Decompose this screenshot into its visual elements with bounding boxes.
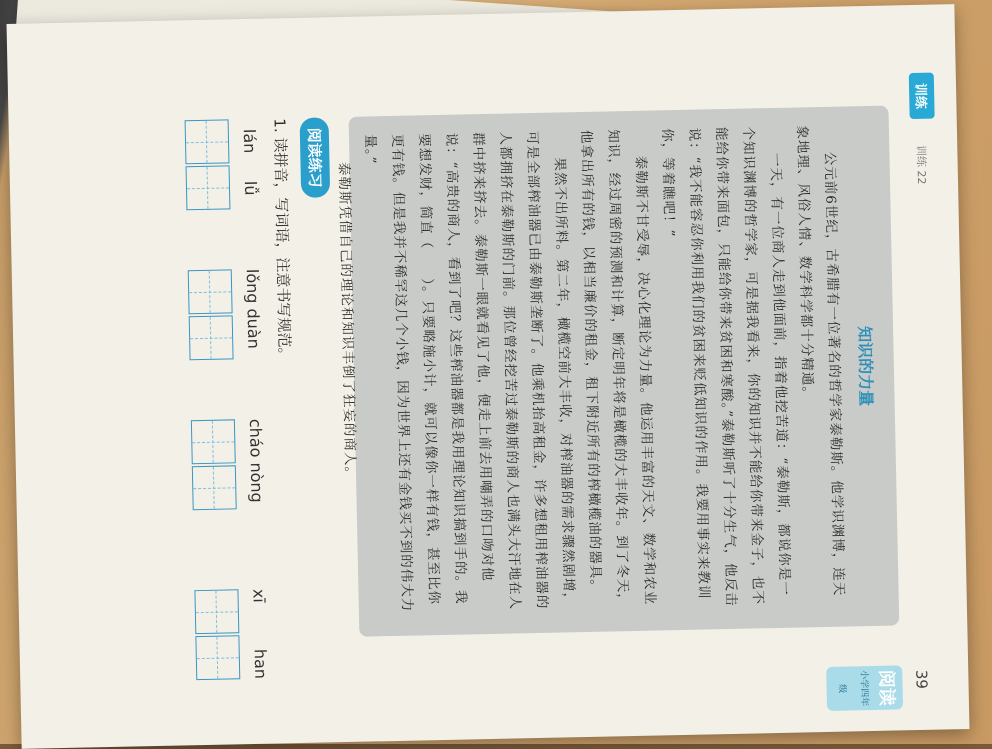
article-paragraph: 果然不出所料。第二年，橄榄空前大丰收，对榨油器的需求骤然剧增，可是全部榨油器已由泰勒斯垄断了。他乘机抬高租金，许多想租用榨油器的人都拥挤在泰勒斯的门前。那位曾经挖苦过泰勒斯的商人也满头大汗地在人群中挤来挤去。泰勒斯一眼就看见了他，便走上前去用嘲弄的口吻对他说：“高贵的商人，看到了吧？这些榨油器都是我用理论知识搞到手的。我要想发财，简直（ ）。只要略施小计，就可以像你一样有钱，甚至比你更有钱。但是我并不稀罕这几个小钱，因为世界上还有金钱买不到的伟大力量。”: [361, 130, 577, 613]
article-title: 知识的力量: [855, 325, 876, 407]
writing-cell[interactable]: [194, 589, 239, 634]
practice-badge: 阅读练习: [300, 117, 331, 198]
article-paragraph: 一天，有一位商人走到他面前，指着他挖苦道：“泰勒斯，都说你是一个知识渊博的哲学家，可是据我看来，你的知识并不能给你带来金子，也不能给你带来面包，只能给你带来贫困和寒酸。”泰勒斯听了十分生气，他反击说：“我不能容忍你利用我们的贫困来贬低知识的作用。我要用事实来教训你，等着瞧吧！”: [658, 126, 793, 607]
side-tab-sub: 小学四年级: [836, 670, 869, 707]
writing-cell[interactable]: [195, 635, 240, 680]
writing-cell[interactable]: [185, 119, 230, 164]
article-paragraph: 公元前6世纪，古希腊有一位著名的哲学家泰勒斯。他学识渊博，连天象地理、风俗人情、数学科学都十分精通。: [793, 125, 847, 597]
rotated-page-content: [58, 65, 951, 723]
writing-cell[interactable]: [186, 165, 231, 210]
writing-cell[interactable]: [191, 419, 236, 464]
writing-grid-row: [139, 119, 242, 721]
practice-section: [69, 117, 342, 722]
header-subtitle: 训练 22: [914, 144, 929, 185]
pinyin-label: lǒng duàn: [242, 268, 264, 349]
page-number: 39: [912, 669, 931, 690]
writing-cell[interactable]: [188, 269, 233, 314]
pinyin-label: cháo nòng: [245, 418, 267, 503]
side-tab: [826, 665, 903, 711]
pinyin-label: lǚ: [240, 180, 261, 196]
page-header: [902, 65, 951, 706]
pinyin-label: xī: [249, 588, 269, 603]
question-1: 1. 读拼音，写词语，注意书写规范。: [270, 118, 294, 363]
article-box: [335, 106, 900, 637]
writing-cell[interactable]: [189, 315, 234, 360]
side-tab-label: 阅读: [875, 669, 897, 706]
writing-cell[interactable]: [192, 465, 237, 510]
header-badge: 训练: [909, 73, 935, 120]
article-paragraph: 泰勒斯凭借自己的理论和知识丰倒了狂妄的商人。: [335, 161, 359, 482]
pinyin-label: han: [250, 648, 271, 680]
book-page: [7, 4, 970, 749]
pinyin-label: lán: [239, 128, 260, 154]
article-paragraph: 泰勒斯不甘受辱，决心化理论为力量。他运用丰富的天文、数学和农业知识，经过周密的预测和计算，断定明年将是橄榄的大丰收年。到了冬天，他拿出所有的钱，以相当廉价的租金，租下附近所有的榨橄榄油的器具。: [577, 129, 658, 608]
